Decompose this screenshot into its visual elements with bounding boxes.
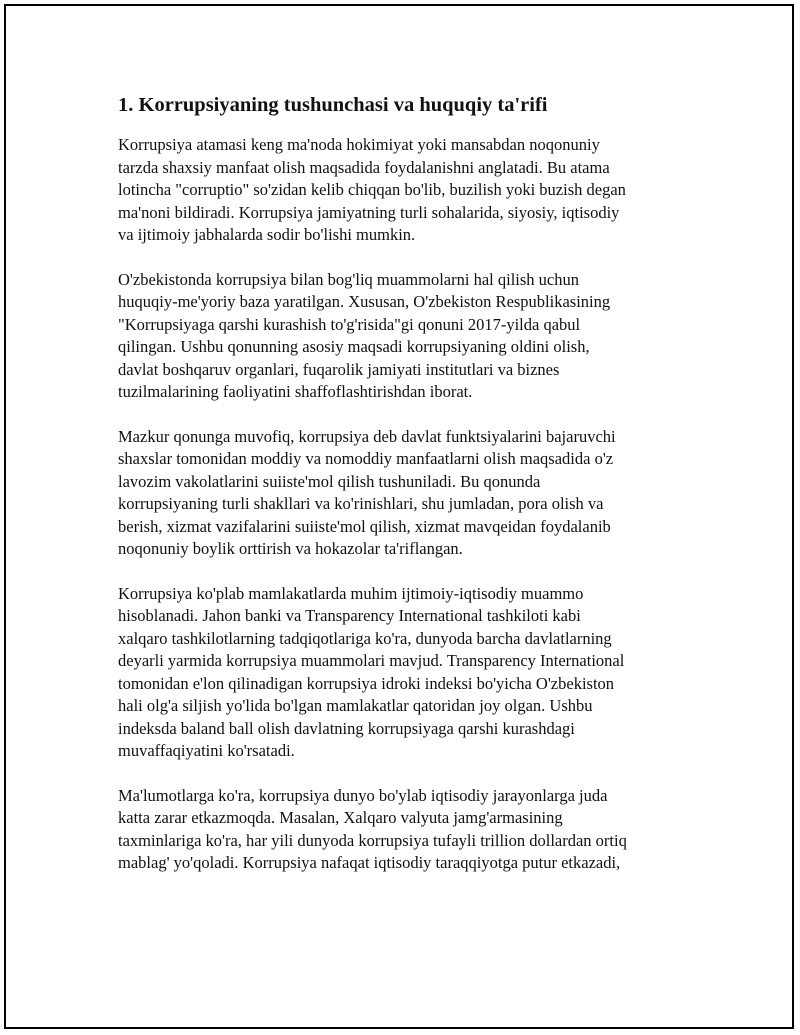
text-line: shaxslar tomonidan moddiy va nomoddiy manfaatlarni olish maqsadida o'z <box>118 449 614 468</box>
text-line: tarzda shaxsiy manfaat olish maqsadida foydalanishni anglatadi. Bu atama <box>118 157 610 177</box>
text-line: O'zbekistonda korrupsiya bilan bog'liq muammolarni hal qilish uchun <box>118 269 579 289</box>
text-line: va ijtimoiy jabhalarda sodir bo'lishi mumkin. <box>118 225 416 244</box>
text-line: hali olg'a siljish yo'lida bo'lgan mamlakatlar qatoridan joy olgan. Ushbu <box>118 696 593 715</box>
text-line: davlat boshqaruv organlari, fuqarolik jamiyati institutlari va biznes <box>118 359 560 379</box>
text-line: hisoblanadi. Jahon banki va Transparency International tashkiloti kabi <box>118 606 581 625</box>
text-line: Ma'lumotlarga ko'ra, korrupsiya dunyo bo'ylab iqtisodiy jarayonlarga juda <box>118 785 608 805</box>
paragraph-4 <box>118 583 693 763</box>
text-line: mablag' yo'qoladi. Korrupsiya nafaqat iqtisodiy taraqqiyotga putur etkazadi, <box>118 853 621 872</box>
text-line: huquqiy-me'yoriy baza yaratilgan. Xususan, O'zbekiston Respublikasining <box>118 292 611 311</box>
paragraph-3 <box>118 426 693 561</box>
text-line: qilingan. Ushbu qonunning asosiy maqsadi korrupsiyaning oldini olish, <box>118 337 590 356</box>
paragraph-5 <box>118 785 693 875</box>
section-heading: 1. Korrupsiyaning tushunchasi va huquqiy ta'rifi <box>118 94 548 116</box>
text-line: ma'noni bildiradi. Korrupsiya jamiyatning turli sohalarida, siyosiy, iqtisodiy <box>118 202 620 222</box>
text-line: lotincha "corruptio" so'zidan kelib chiqqan bo'lib, buzilish yoki buzish degan <box>118 180 626 199</box>
text-line: indeksda baland ball olish davlatning korrupsiyaga qarshi kurashdagi <box>118 718 575 738</box>
text-line: korrupsiyaning turli shakllari va ko'rinishlari, shu jumladan, pora olish va <box>118 494 604 513</box>
text-line: Korrupsiya atamasi keng ma'noda hokimiyat yoki mansabdan noqonuniy <box>118 135 600 154</box>
text-line: taxminlariga ko'ra, har yili dunyoda korrupsiya tufayli trillion dollardan ortiq <box>118 830 627 850</box>
text-line: tuzilmalarining faoliyatini shaffoflashtirishdan iborat. <box>118 382 473 401</box>
text-line: xalqaro tashkilotlarning tadqiqotlariga ko'ra, dunyoda barcha davlatlarning <box>118 628 612 648</box>
text-line: berish, xizmat vazifalarini suiiste'mol qilish, xizmat mavqeidan foydalanib <box>118 516 611 536</box>
paragraph-1 <box>118 134 693 247</box>
paragraph-2 <box>118 269 693 404</box>
text-line: "Korrupsiyaga qarshi kurashish to'g'risida"gi qonuni 2017-yilda qabul <box>118 314 581 334</box>
text-line: muvaffaqiyatini ko'rsatadi. <box>118 741 295 760</box>
text-line: tomonidan e'lon qilinadigan korrupsiya idroki indeksi bo'yicha O'zbekiston <box>118 673 615 693</box>
text-line: lavozim vakolatlarini suiiste'mol qilish tushuniladi. Bu qonunda <box>118 471 541 491</box>
text-line: Korrupsiya ko'plab mamlakatlarda muhim ijtimoiy-iqtisodiy muammo <box>118 583 584 603</box>
text-line: Mazkur qonunga muvofiq, korrupsiya deb davlat funktsiyalarini bajaruvchi <box>118 426 616 446</box>
text-line: deyarli yarmida korrupsiya muammolari mavjud. Transparency International <box>118 651 625 670</box>
text-line: katta zarar etkazmoqda. Masalan, Xalqaro valyuta jamg'armasining <box>118 808 563 827</box>
document-body <box>118 92 693 897</box>
text-line: noqonuniy boylik orttirish va hokazolar ta'riflangan. <box>118 539 463 558</box>
